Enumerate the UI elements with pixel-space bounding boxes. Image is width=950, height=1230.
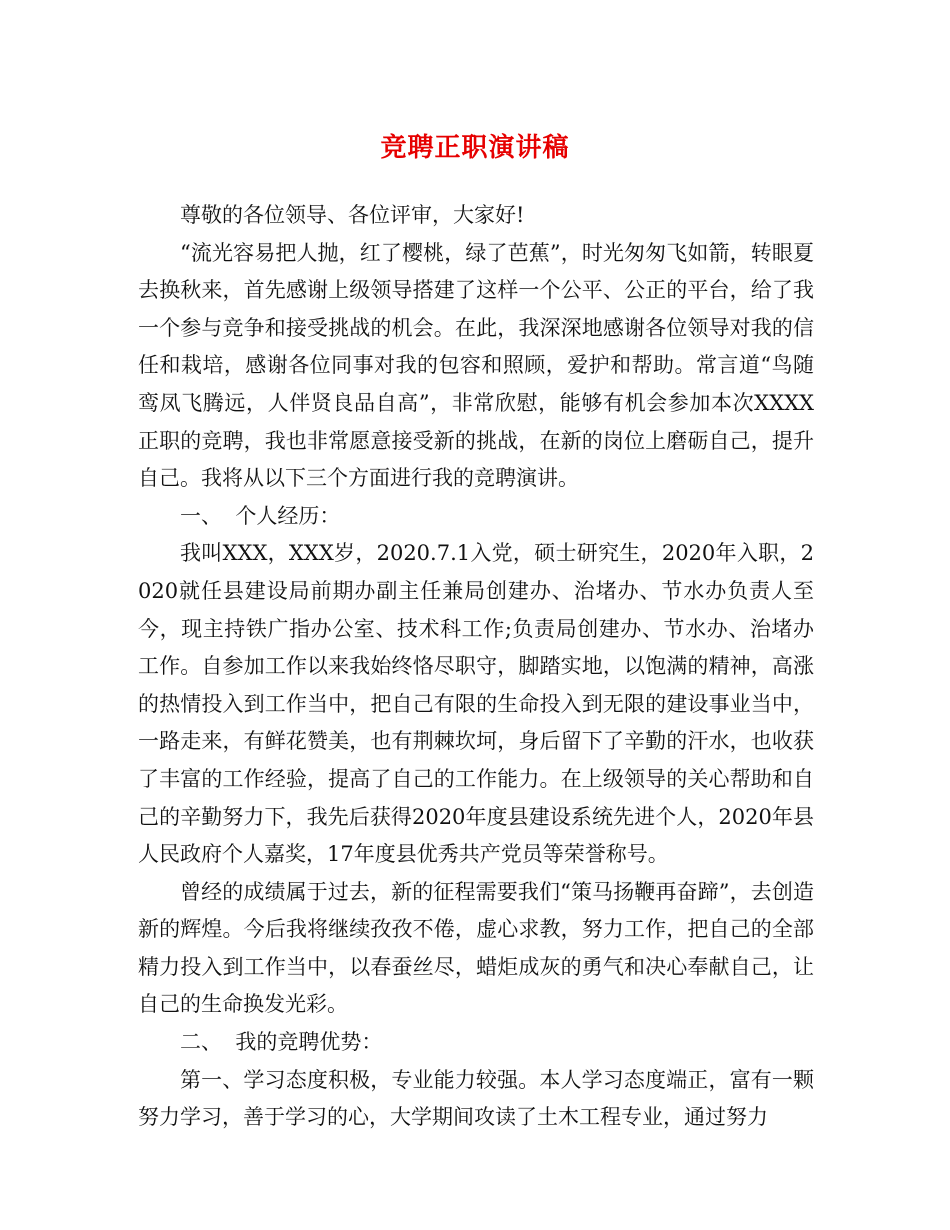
- greeting-paragraph: 尊敬的各位领导、各位评审，大家好!: [180, 203, 525, 227]
- personal-experience-paragraph: 我叫XXX，XXX岁，2020.7.1入党，硕士研究生，2020年入职，2020就任县建设局前期办副主任兼局创建办、治堵办、节水办负责人至今，现主持铁广指办公室、技术科工作;负责局创建办、节水办、治堵办工作。自参加工作以来我始终恪尽职守，脚踏实地，以饱满的精神，高涨的热情投入到工作当中，把自己有限的生命投入到无限的建设事业当中，一路走来，有鲜花赞美，也有荆棘坎坷，身后留下了辛勤的汗水，也收获了丰富的工作经验，提高了自己的工作能力。在上级领导的关心帮助和自己的辛勤努力下，我先后获得2020年度县建设系统先进个人，2020年县人民政府个人嘉奖，17年度县优秀共产党员等荣誉称号。: [138, 541, 814, 867]
- section-heading-advantages: 二、 我的竞聘优势：: [180, 1030, 383, 1055]
- intro-paragraph: “流光容易把人抛，红了樱桃，绿了芭蕉”，时光匆匆飞如箭，转眼夏去换秋来，首先感谢上级领导搭建了这样一个公平、公正的平台，给了我一个参与竞争和接受挑战的机会。在此，我深深地感谢各位领导对我的信任和栽培，感谢各位同事对我的包容和照顾，爱护和帮助。常言道“鸟随鸾凤飞腾远，人伴贤良品自高”，非常欣慰，能够有机会参加本次XXXX正职的竞聘，我也非常愿意接受新的挑战，在新的岗位上磨砺自己，提升自己。我将从以下三个方面进行我的竞聘演讲。: [138, 240, 814, 491]
- section-heading-personal-experience: 一、 个人经历：: [180, 503, 341, 528]
- future-commitment-paragraph: 曾经的成绩属于过去，新的征程需要我们“策马扬鞭再奋蹄”，去创造新的辉煌。今后我将继续孜孜不倦，虚心求教，努力工作，把自己的全部精力投入到工作当中，以春蚕丝尽，蜡炬成灰的勇气和决心奉献自己，让自己的生命换发光彩。: [138, 879, 814, 1017]
- document-title: 竞聘正职演讲稿: [380, 133, 570, 163]
- document-body: [138, 197, 814, 1137]
- advantages-paragraph: 第一、学习态度积极，专业能力较强。本人学习态度端正，富有一颗努力学习，善于学习的心，大学期间攻读了土木工程专业，通过努力: [138, 1067, 814, 1130]
